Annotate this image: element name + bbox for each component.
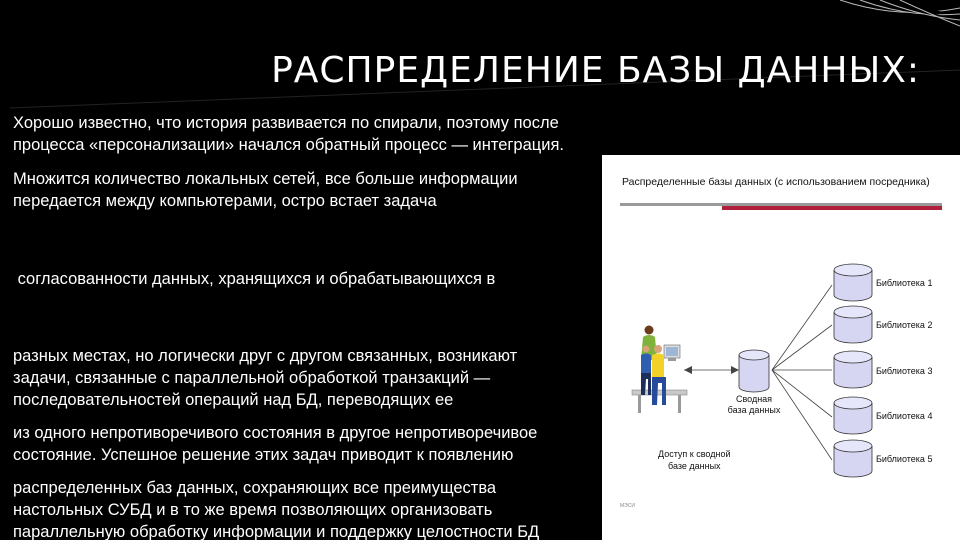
rule-red bbox=[722, 206, 942, 210]
paragraph-states bbox=[13, 422, 613, 466]
paragraph-integration bbox=[13, 112, 613, 156]
library-5-cylinder bbox=[834, 440, 872, 477]
corner-decoration bbox=[780, 0, 960, 40]
text-line: последовательностей операций над БД, переводящих ее bbox=[13, 391, 454, 409]
text-line: настольных СУБД и в то же время позволяющих организовать bbox=[13, 501, 493, 519]
diagram-title: Распределенные базы данных (с использованием посредника) bbox=[622, 176, 930, 188]
text-line: распределенных баз данных, сохраняющих все преимущества bbox=[13, 479, 497, 497]
text-line: Хорошо известно, что история развивается по спирали, поэтому после bbox=[13, 114, 559, 132]
library-1-label: Библиотека 1 bbox=[876, 278, 933, 288]
library-4-label: Библиотека 4 bbox=[876, 411, 933, 421]
text-line: процесса «персонализации» начался обратный процесс — интеграция. bbox=[13, 136, 564, 154]
text-line: из одного непротиворечивого состояния в другое непротиворечивое bbox=[13, 424, 538, 442]
library-3-label: Библиотека 3 bbox=[876, 366, 933, 376]
text-line: задачи, связанные с параллельной обработкой транзакций — bbox=[13, 369, 491, 387]
central-db-label-line1: Сводная bbox=[735, 394, 773, 404]
paragraph-transactions bbox=[13, 345, 613, 411]
library-2-label: Библиотека 2 bbox=[876, 320, 933, 330]
central-db-cylinder bbox=[739, 350, 769, 392]
central-db-label-line2: база данных bbox=[727, 405, 781, 415]
access-label-line2: базе данных bbox=[668, 461, 721, 471]
body-text bbox=[13, 112, 613, 540]
text-line: согласованности данных, хранящихся и обрабатывающихся в bbox=[13, 270, 496, 288]
text-line: разных местах, но логически друг с другом связанных, возникают bbox=[13, 347, 518, 365]
text-line: передается между компьютерами, остро встает задача bbox=[13, 192, 437, 210]
users-at-computer-icon bbox=[632, 326, 687, 414]
library-4-cylinder bbox=[834, 397, 872, 434]
text-line: Множится количество локальных сетей, все больше информации bbox=[13, 170, 518, 188]
library-5-label: Библиотека 5 bbox=[876, 454, 933, 464]
library-1-cylinder bbox=[834, 264, 872, 301]
arrow-head-icon bbox=[684, 366, 692, 374]
access-label-line1: Доступ к сводной bbox=[658, 449, 731, 459]
paragraph-networks bbox=[13, 168, 613, 212]
distributed-db-diagram bbox=[602, 155, 960, 540]
rule-gray bbox=[620, 203, 942, 206]
arrow-head-icon bbox=[731, 366, 739, 374]
diagram-canvas bbox=[602, 155, 960, 540]
paragraph-consistency bbox=[13, 224, 613, 334]
watermark-logo: МЭСИ bbox=[620, 503, 635, 509]
paragraph-distributed-db bbox=[13, 477, 613, 540]
text-line: состояние. Успешное решение этих задач приводит к появлению bbox=[13, 446, 514, 464]
slide-title: РАСПРЕДЕЛЕНИЕ БАЗЫ ДАННЫХ: bbox=[271, 50, 920, 91]
text-line: параллельную обработку информации и поддержку целостности БД bbox=[13, 523, 540, 540]
library-3-cylinder bbox=[834, 351, 872, 388]
library-2-cylinder bbox=[834, 306, 872, 343]
